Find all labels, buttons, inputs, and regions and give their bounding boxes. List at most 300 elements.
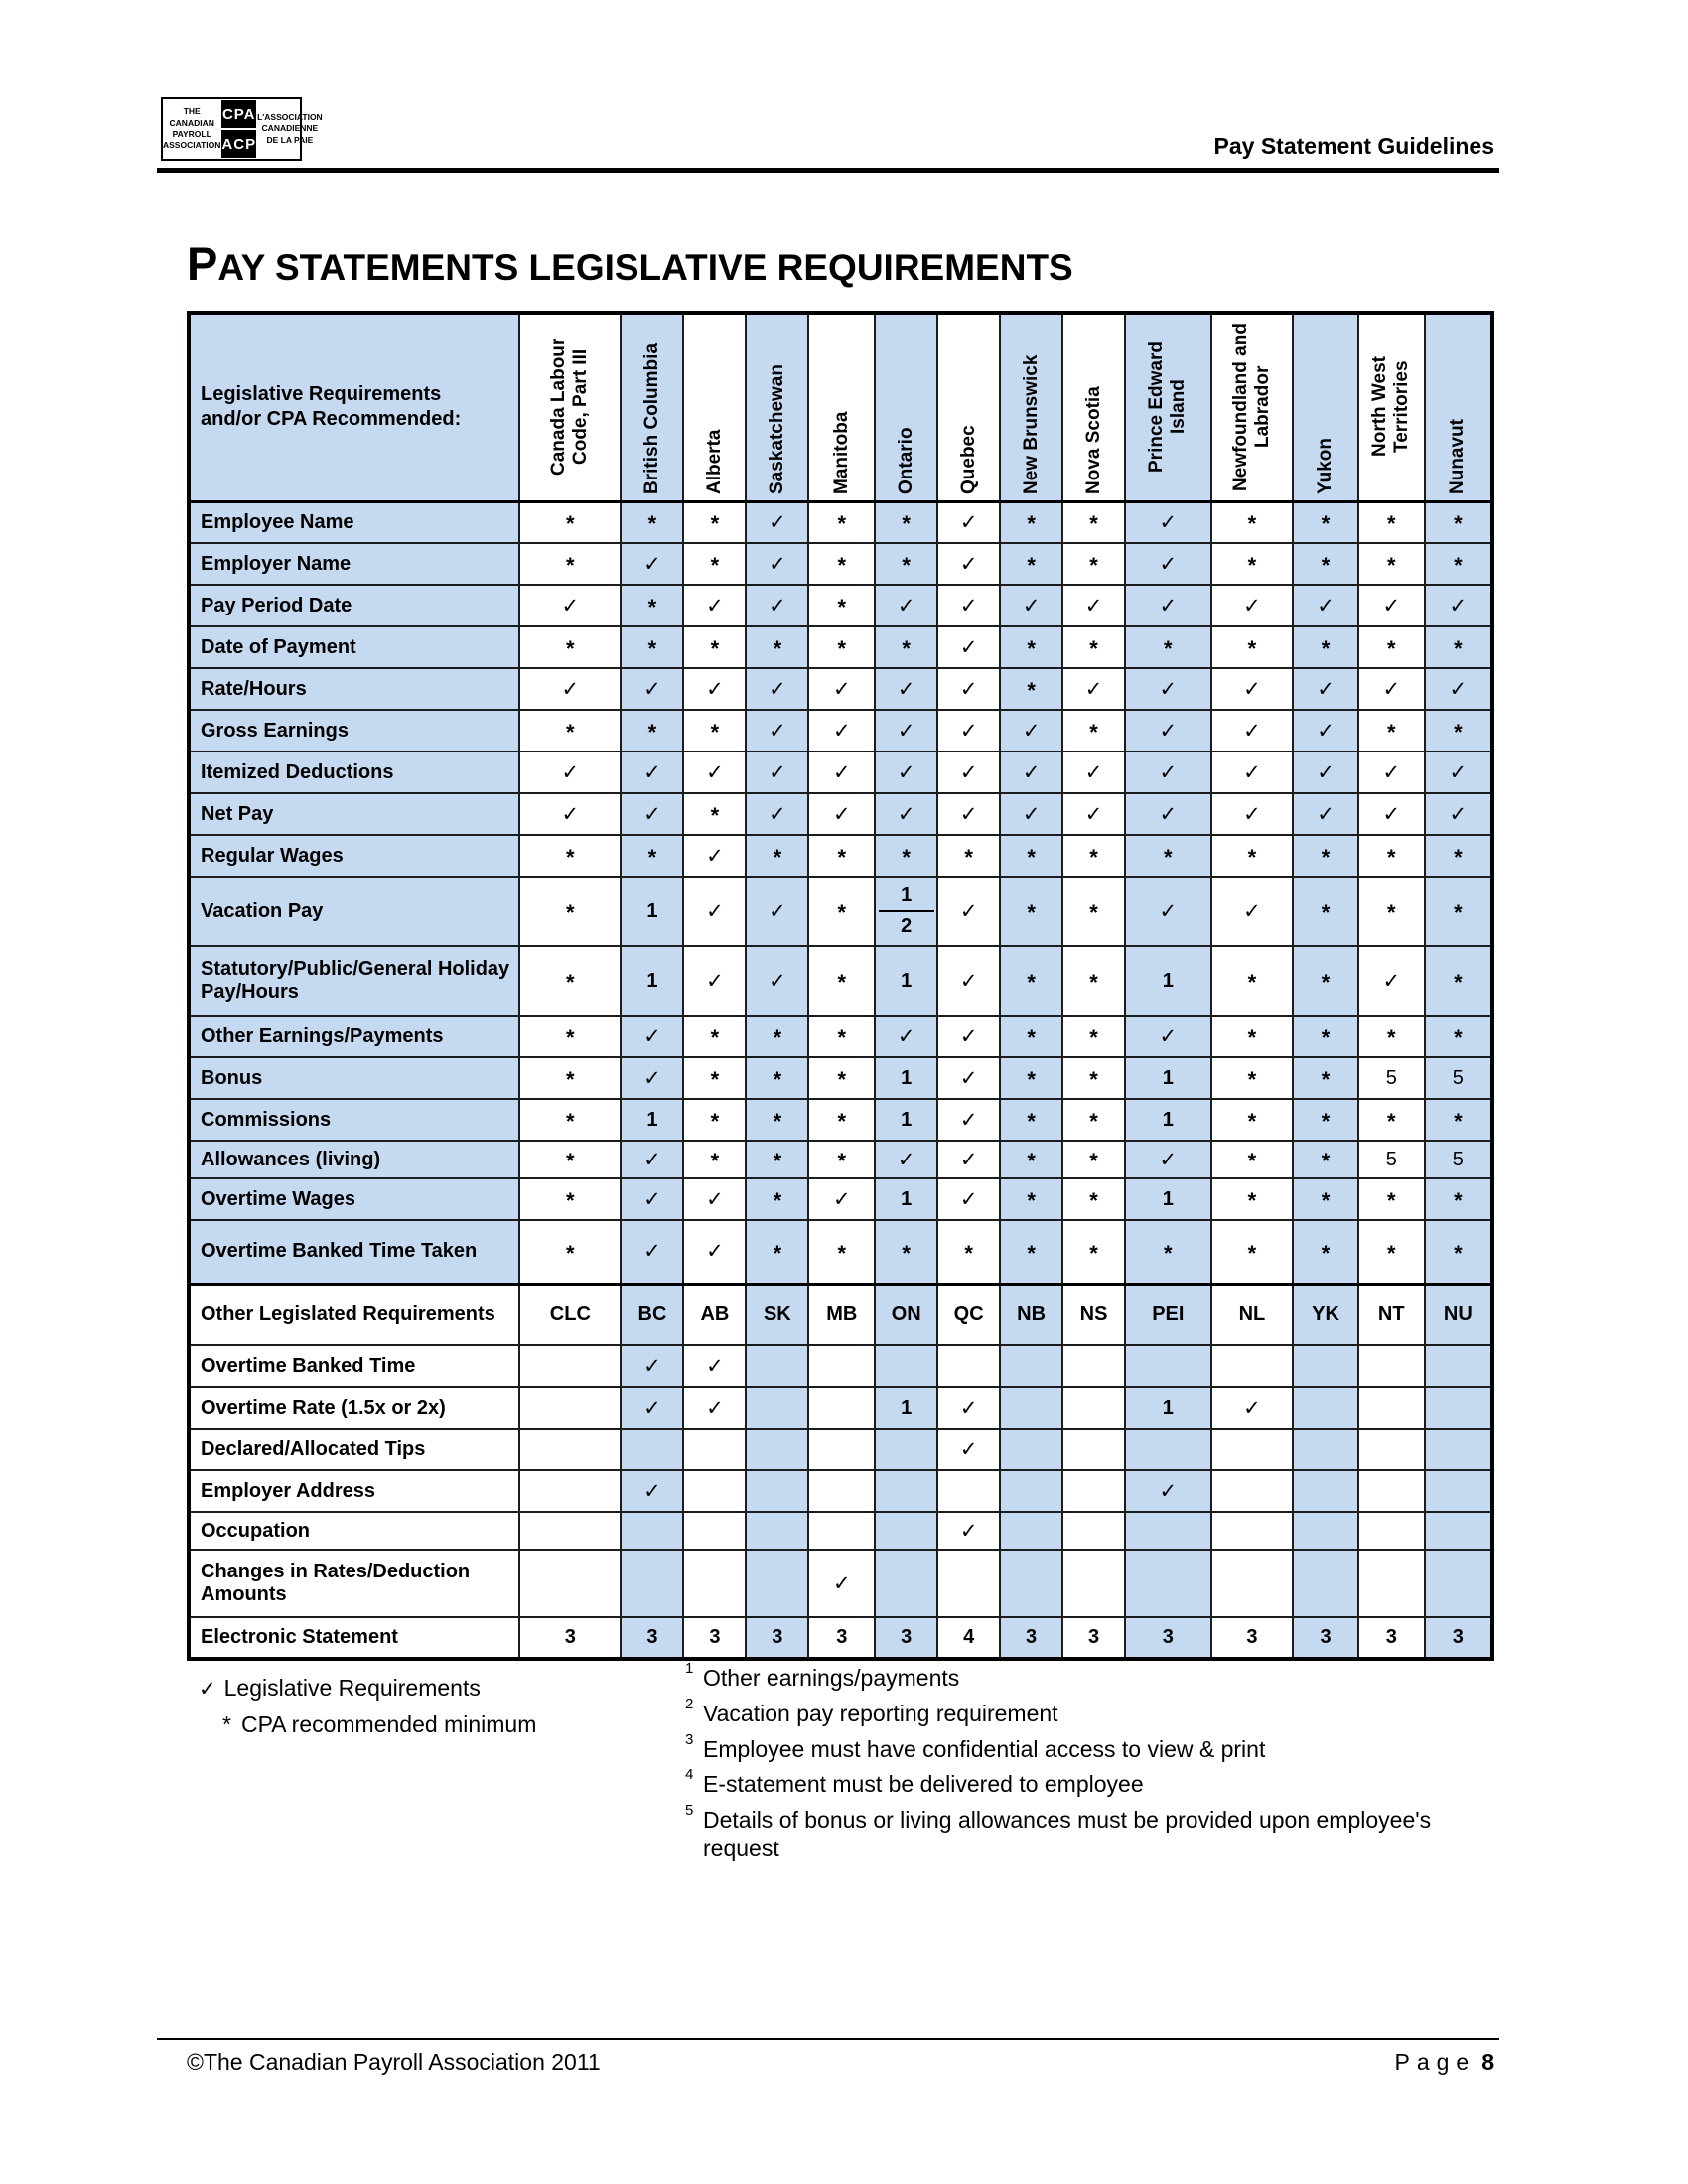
table-cell <box>746 1016 808 1057</box>
checkmark-icon: ✓ <box>1382 969 1401 993</box>
table-row <box>189 1057 1492 1099</box>
table-cell <box>621 1617 683 1659</box>
checkmark-icon: ✓ <box>706 1396 724 1420</box>
checkmark-icon: ✓ <box>643 1354 661 1378</box>
table-cell <box>1293 626 1358 668</box>
row-label: Declared/Allocated Tips <box>189 1429 519 1470</box>
asterisk-icon: * <box>1089 511 1098 537</box>
table-cell <box>519 626 621 668</box>
table-cell <box>875 835 937 877</box>
asterisk-icon: * <box>773 1025 782 1050</box>
table-cell <box>683 1429 746 1470</box>
table-row <box>189 751 1492 793</box>
asterisk-icon: * <box>566 1067 575 1092</box>
table-cell <box>808 1617 875 1659</box>
checkmark-icon: ✓ <box>959 552 978 576</box>
asterisk-icon: * <box>710 1025 720 1050</box>
row-label: Pay Period Date <box>189 585 519 626</box>
table-cell <box>937 1512 1000 1550</box>
cell-number: 3 <box>772 1626 783 1648</box>
table-cell <box>683 626 746 668</box>
jurisdiction-abbr: NT <box>1377 1302 1405 1325</box>
table-cell <box>875 1220 937 1284</box>
table-cell <box>1000 946 1062 1016</box>
table-cell <box>621 1345 683 1387</box>
table-cell <box>621 1141 683 1178</box>
table-cell <box>1293 585 1358 626</box>
jurisdiction-abbr: SK <box>763 1302 791 1325</box>
asterisk-icon: * <box>837 553 847 578</box>
checkmark-icon: ✓ <box>897 719 915 743</box>
jurisdiction-abbr-cell <box>875 1284 937 1345</box>
checkmark-icon: ✓ <box>706 677 724 701</box>
cell-number: 3 <box>1162 1626 1174 1648</box>
checkmark-icon: ✓ <box>199 1678 216 1701</box>
table-cell <box>1425 626 1492 668</box>
row-label: Employee Name <box>189 501 519 543</box>
asterisk-icon: * <box>1454 636 1463 661</box>
table-cell <box>1062 1512 1125 1550</box>
checkmark-icon: ✓ <box>1449 760 1468 784</box>
cpa-logo-acronym-blocks <box>220 99 257 159</box>
table-cell <box>683 1345 746 1387</box>
table-row <box>189 1617 1492 1659</box>
table-cell <box>937 501 1000 543</box>
table-cell <box>621 1429 683 1470</box>
checkmark-icon: ✓ <box>1382 760 1401 784</box>
table-cell <box>1425 501 1492 543</box>
checkmark-icon: ✓ <box>1382 594 1401 617</box>
table-cell <box>808 585 875 626</box>
table-cell <box>808 1387 875 1429</box>
asterisk-icon: * <box>902 636 911 661</box>
table-row <box>189 668 1492 710</box>
table-cell <box>1000 1016 1062 1057</box>
table-cell <box>1125 668 1211 710</box>
table-row <box>189 710 1492 751</box>
checkmark-icon: ✓ <box>1382 677 1401 701</box>
table-cell <box>1125 1099 1211 1141</box>
table-cell <box>937 626 1000 668</box>
row-label: Employer Name <box>189 543 519 585</box>
table-cell <box>1425 543 1492 585</box>
table-cell <box>683 1387 746 1429</box>
asterisk-icon: * <box>566 720 575 745</box>
asterisk-icon: * <box>837 900 847 925</box>
copyright-text: ©The Canadian Payroll Association 2011 <box>187 2049 601 2075</box>
checkmark-icon: ✓ <box>897 760 915 784</box>
footnote-text: E-statement must be delivered to employee <box>703 1771 1144 1798</box>
asterisk-icon: * <box>710 1149 720 1173</box>
column-header-label: Newfoundland and Labrador <box>1230 323 1273 492</box>
asterisk-icon: * <box>1089 1188 1098 1213</box>
table-cell <box>1062 710 1125 751</box>
table-cell <box>746 751 808 793</box>
checkmark-icon: ✓ <box>1084 760 1103 784</box>
table-cell <box>621 710 683 751</box>
row-label: Commissions <box>189 1099 519 1141</box>
footnote-number: 4 <box>685 1766 694 1784</box>
cell-number: 5 <box>1452 1066 1464 1089</box>
table-cell <box>1000 543 1062 585</box>
asterisk-icon: * <box>964 1240 973 1266</box>
table-cell <box>937 1141 1000 1178</box>
cell-number: 1 <box>901 1396 913 1419</box>
jurisdiction-abbr: PEI <box>1152 1302 1185 1325</box>
jurisdiction-abbr-cell <box>1125 1284 1211 1345</box>
table-cell <box>621 1220 683 1284</box>
asterisk-icon: * <box>1027 1240 1036 1266</box>
table-cell <box>1125 1387 1211 1429</box>
table-cell <box>1358 946 1425 1016</box>
column-header-label: British Columbia <box>641 343 663 495</box>
table-cell <box>683 1099 746 1141</box>
table-legend <box>199 1670 536 1743</box>
asterisk-icon: * <box>1027 900 1036 925</box>
checkmark-icon: ✓ <box>959 1108 978 1132</box>
table-cell <box>746 668 808 710</box>
jurisdiction-abbr-cell <box>1358 1284 1425 1345</box>
table-cell <box>1000 501 1062 543</box>
checkmark-icon: ✓ <box>897 1148 915 1171</box>
column-header-sk <box>746 313 808 501</box>
table-cell <box>621 1550 683 1617</box>
asterisk-icon: * <box>1386 636 1396 661</box>
jurisdiction-abbr-cell <box>808 1284 875 1345</box>
table-cell <box>937 1016 1000 1057</box>
cell-number: 3 <box>646 1626 658 1648</box>
table-cell <box>875 668 937 710</box>
checkmark-icon: ✓ <box>643 1066 661 1090</box>
asterisk-icon: * <box>1089 845 1098 870</box>
table-cell <box>1000 793 1062 835</box>
table-cell <box>746 1387 808 1429</box>
table-cell <box>621 585 683 626</box>
table-cell <box>1358 626 1425 668</box>
checkmark-icon: ✓ <box>1317 677 1335 701</box>
table-cell <box>1358 1512 1425 1550</box>
table-cell <box>1125 1550 1211 1617</box>
table-cell <box>1062 501 1125 543</box>
table-cell <box>808 1220 875 1284</box>
table-cell <box>1000 751 1062 793</box>
checkmark-icon: ✓ <box>1159 1479 1178 1503</box>
table-cell <box>1062 585 1125 626</box>
table-cell <box>1293 1099 1358 1141</box>
cpa-logo <box>161 97 323 161</box>
jurisdiction-abbr: ON <box>891 1302 921 1325</box>
checkmark-icon: ✓ <box>1243 594 1261 617</box>
table-cell <box>621 1057 683 1099</box>
column-header-label: Saskatchewan <box>766 364 787 495</box>
cpa-logo-french-text <box>257 99 323 159</box>
asterisk-icon: * <box>1089 900 1098 925</box>
table-row <box>189 1178 1492 1220</box>
table-cell <box>683 668 746 710</box>
table-cell <box>1358 1057 1425 1099</box>
table-cell <box>875 626 937 668</box>
table-cell <box>875 585 937 626</box>
footer-divider-rule <box>157 2038 1499 2040</box>
table-cell <box>1211 751 1294 793</box>
logo-line: THE CANADIAN <box>169 106 214 128</box>
column-header-nb <box>1000 313 1062 501</box>
checkmark-icon: ✓ <box>1159 677 1178 701</box>
asterisk-icon: * <box>566 900 575 925</box>
asterisk-icon: * <box>1027 845 1036 870</box>
table-cell <box>1211 1345 1294 1387</box>
table-row <box>189 1387 1492 1429</box>
table-cell <box>1125 1617 1211 1659</box>
table-cell <box>1425 1429 1492 1470</box>
table-cell <box>1211 1178 1294 1220</box>
checkmark-icon: ✓ <box>959 1437 978 1461</box>
table-cell <box>1358 1345 1425 1387</box>
table-cell <box>937 877 1000 946</box>
table-cell <box>1293 751 1358 793</box>
table-cell <box>808 1512 875 1550</box>
page-title <box>187 236 1073 291</box>
checkmark-icon: ✓ <box>643 1240 661 1264</box>
checkmark-icon: ✓ <box>959 1148 978 1171</box>
table-cell <box>1293 543 1358 585</box>
cell-number: 3 <box>836 1626 848 1648</box>
table-cell <box>1125 946 1211 1016</box>
table-cell <box>937 668 1000 710</box>
cell-number: 1 <box>901 1066 913 1089</box>
table-cell <box>1211 946 1294 1016</box>
asterisk-icon: * <box>1386 1188 1396 1213</box>
jurisdiction-abbr: NS <box>1079 1302 1108 1325</box>
asterisk-icon: * <box>1386 1240 1396 1266</box>
asterisk-icon: * <box>710 636 720 661</box>
asterisk-icon: * <box>1089 1067 1098 1092</box>
checkmark-icon: ✓ <box>1317 802 1335 826</box>
checkmark-icon: ✓ <box>1243 899 1261 923</box>
checkmark-icon: ✓ <box>643 1479 661 1503</box>
asterisk-icon: * <box>1321 1240 1331 1266</box>
asterisk-icon: * <box>1386 1109 1396 1134</box>
fraction-value: $\frac{1}{2}$ <box>879 884 934 939</box>
table-cell <box>621 1387 683 1429</box>
table-cell <box>621 626 683 668</box>
table-cell <box>937 543 1000 585</box>
asterisk-icon: * <box>1321 636 1331 661</box>
asterisk-icon: * <box>837 1067 847 1092</box>
column-header-nl <box>1211 313 1294 501</box>
table-cell <box>519 710 621 751</box>
jurisdiction-abbr: NL <box>1238 1302 1266 1325</box>
table-corner-header <box>189 313 519 501</box>
checkmark-icon: ✓ <box>959 1396 978 1420</box>
asterisk-icon: * <box>566 970 575 995</box>
table-cell <box>1000 626 1062 668</box>
cell-number: 5 <box>1385 1066 1397 1089</box>
table-cell <box>808 1550 875 1617</box>
asterisk-icon: * <box>647 720 657 745</box>
table-cell <box>1000 1387 1062 1429</box>
checkmark-icon: ✓ <box>1159 1148 1178 1171</box>
table-cell <box>1062 1141 1125 1178</box>
table-cell <box>937 1617 1000 1659</box>
column-header-label: Alberta <box>703 429 725 495</box>
table-cell <box>746 1141 808 1178</box>
asterisk-icon: * <box>1089 636 1098 661</box>
table-cell <box>519 1141 621 1178</box>
asterisk-icon: * <box>1386 553 1396 578</box>
table-cell <box>1425 1016 1492 1057</box>
table-cell <box>1062 946 1125 1016</box>
column-header-label: New Brunswick <box>1020 354 1042 495</box>
legislative-requirements-table <box>187 311 1494 1661</box>
checkmark-icon: ✓ <box>832 719 851 743</box>
table-cell <box>875 751 937 793</box>
asterisk-icon: * <box>566 553 575 578</box>
table-cell <box>519 751 621 793</box>
table-cell <box>875 1470 937 1512</box>
asterisk-icon: * <box>1247 1109 1257 1134</box>
table-cell <box>519 835 621 877</box>
table-cell <box>621 501 683 543</box>
table-cell <box>1358 877 1425 946</box>
column-header-yk <box>1293 313 1358 501</box>
asterisk-icon: * <box>647 845 657 870</box>
column-header-label: Manitoba <box>830 411 852 495</box>
column-header-pei <box>1125 313 1211 501</box>
asterisk-icon: * <box>1089 1109 1098 1134</box>
checkmark-icon: ✓ <box>769 719 786 743</box>
checkmark-icon: ✓ <box>706 1187 724 1211</box>
asterisk-icon: * <box>647 595 657 619</box>
checkmark-icon: ✓ <box>1243 719 1261 743</box>
cell-number: 1 <box>1162 1187 1174 1210</box>
asterisk-icon: * <box>1247 636 1257 661</box>
jurisdiction-abbr-cell <box>1293 1284 1358 1345</box>
table-cell <box>1211 626 1294 668</box>
checkmark-icon: ✓ <box>832 1571 851 1595</box>
table-row <box>189 543 1492 585</box>
checkmark-icon: ✓ <box>1159 719 1178 743</box>
checkmark-icon: ✓ <box>959 719 978 743</box>
table-cell <box>937 1057 1000 1099</box>
table-header-row <box>189 313 1492 501</box>
checkmark-icon: ✓ <box>959 1024 978 1048</box>
asterisk-icon: * <box>710 553 720 578</box>
asterisk-icon: * <box>647 511 657 537</box>
asterisk-icon: * <box>773 1188 782 1213</box>
table-cell <box>746 710 808 751</box>
column-header-label: Prince Edward Island <box>1146 341 1190 474</box>
checkmark-icon: ✓ <box>1084 802 1103 826</box>
table-cell <box>621 751 683 793</box>
table-cell <box>746 626 808 668</box>
document-header-title: Pay Statement Guidelines <box>1213 133 1494 159</box>
table-cell <box>1358 1141 1425 1178</box>
cell-number: 1 <box>1162 1108 1174 1131</box>
asterisk-icon: * <box>837 1025 847 1050</box>
table-cell <box>519 1057 621 1099</box>
jurisdiction-abbr: BC <box>637 1302 667 1325</box>
table-cell <box>1293 1178 1358 1220</box>
asterisk-icon: * <box>1454 1240 1463 1266</box>
asterisk-icon: * <box>902 1240 911 1266</box>
table-cell <box>1358 1387 1425 1429</box>
table-cell <box>1293 946 1358 1016</box>
checkmark-icon: ✓ <box>643 760 661 784</box>
footnote-3 <box>685 1730 1440 1764</box>
table-cell <box>1211 1512 1294 1550</box>
asterisk-icon: * <box>566 845 575 870</box>
legend-cpa-recommended <box>222 1706 536 1743</box>
asterisk-icon: * <box>1386 900 1396 925</box>
cell-number: 1 <box>901 969 913 992</box>
table-cell <box>683 751 746 793</box>
jurisdiction-abbr: AB <box>700 1302 730 1325</box>
asterisk-icon: * <box>1089 553 1098 578</box>
table-cell <box>746 1057 808 1099</box>
table-cell <box>1358 1220 1425 1284</box>
checkmark-icon: ✓ <box>1084 677 1103 701</box>
table-cell <box>1293 835 1358 877</box>
asterisk-icon: * <box>837 970 847 995</box>
checkmark-icon: ✓ <box>959 1519 978 1543</box>
table-cell <box>519 1220 621 1284</box>
table-cell <box>937 1099 1000 1141</box>
page-number-value: 8 <box>1481 2049 1494 2075</box>
asterisk-icon: * <box>1321 1188 1331 1213</box>
table-cell <box>1293 501 1358 543</box>
table-cell <box>1425 1141 1492 1178</box>
checkmark-icon: ✓ <box>1022 594 1041 617</box>
table-cell <box>1125 877 1211 946</box>
checkmark-icon: ✓ <box>1159 510 1178 534</box>
table-cell <box>1000 1141 1062 1178</box>
table-row <box>189 1470 1492 1512</box>
asterisk-icon: * <box>1247 511 1257 537</box>
table-cell <box>519 1016 621 1057</box>
table-cell <box>875 877 937 946</box>
table-cell <box>1293 668 1358 710</box>
table-cell <box>937 835 1000 877</box>
table-cell <box>1358 1550 1425 1617</box>
table-cell <box>1000 668 1062 710</box>
asterisk-icon: * <box>1027 678 1036 703</box>
asterisk-icon: * <box>1089 1025 1098 1050</box>
row-label: Changes in Rates/Deduction Amounts <box>189 1550 519 1617</box>
table-cell <box>1358 1016 1425 1057</box>
checkmark-icon: ✓ <box>1022 802 1041 826</box>
table-cell <box>1211 1470 1294 1512</box>
table-cell <box>1125 1345 1211 1387</box>
table-cell <box>1125 543 1211 585</box>
jurisdiction-abbr-cell <box>1211 1284 1294 1345</box>
table-cell <box>746 543 808 585</box>
checkmark-icon: ✓ <box>832 677 851 701</box>
asterisk-icon: * <box>773 636 782 661</box>
table-cell <box>875 793 937 835</box>
asterisk-icon: * <box>710 1109 720 1134</box>
asterisk-icon: * <box>964 845 973 870</box>
table-cell <box>937 1220 1000 1284</box>
asterisk-icon: * <box>222 1710 231 1737</box>
table-cell <box>683 1617 746 1659</box>
checkmark-icon: ✓ <box>643 552 661 576</box>
table-cell <box>1358 1470 1425 1512</box>
column-header-label: Ontario <box>895 427 916 495</box>
asterisk-icon: * <box>1089 970 1098 995</box>
table-cell <box>1293 1220 1358 1284</box>
table-cell <box>875 1617 937 1659</box>
